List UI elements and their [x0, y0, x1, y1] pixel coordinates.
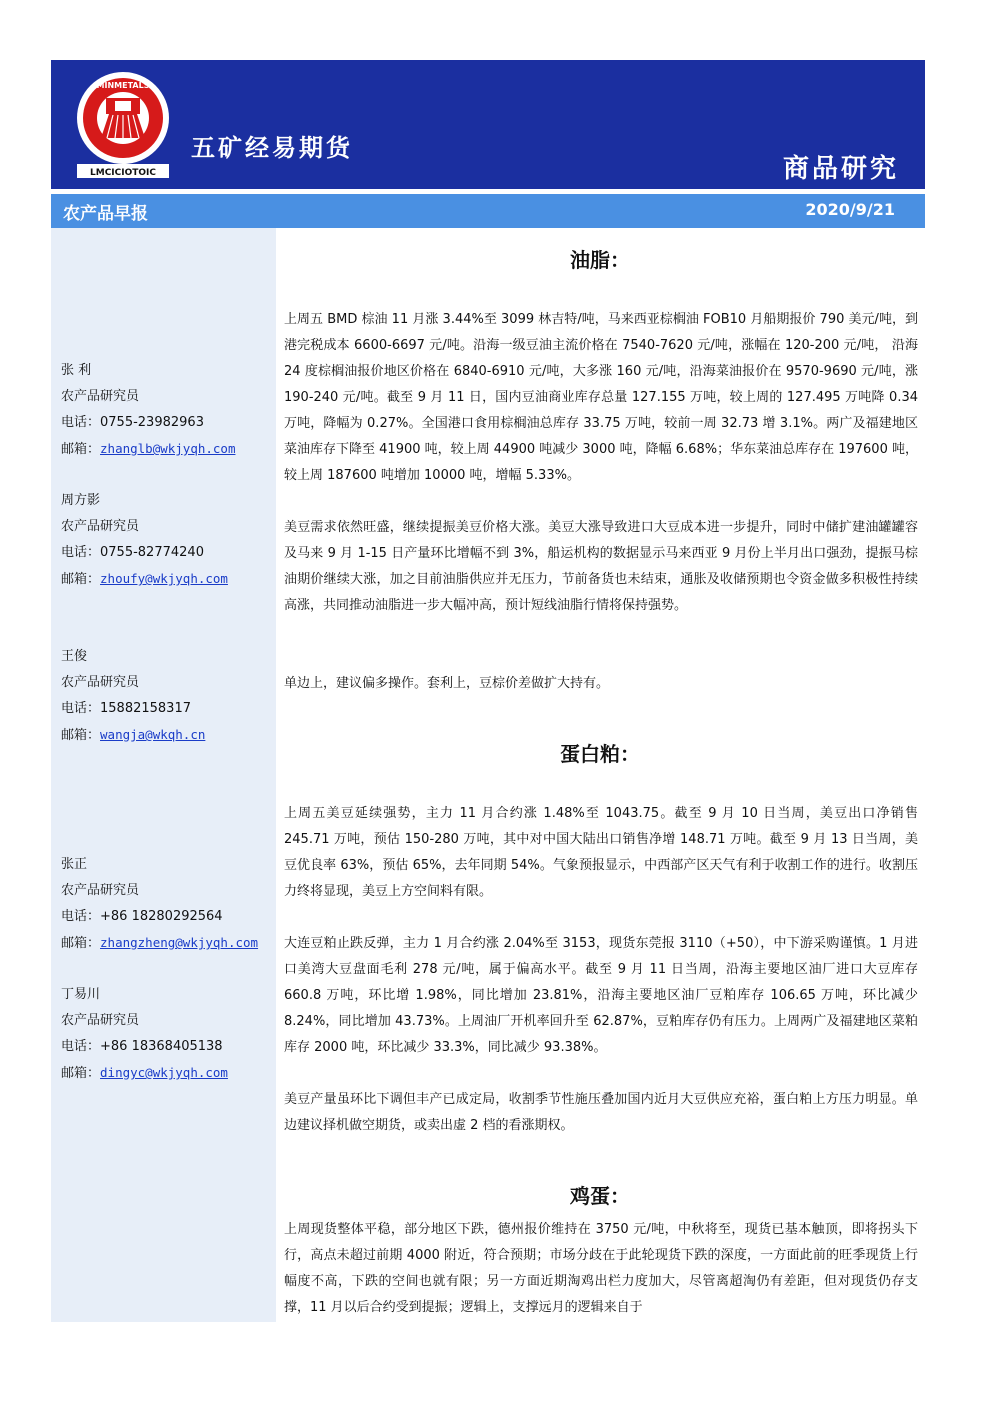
- analyst-sidebar: [51, 228, 276, 1322]
- report-type: 农产品早报: [63, 204, 148, 224]
- analyst-title: 农产品研究员: [61, 389, 140, 404]
- company-name: 五矿经易期货: [191, 134, 353, 162]
- email-link[interactable]: wangja@wkqh.cn: [100, 727, 206, 742]
- logo-ring-text: MINMETALS: [96, 81, 150, 90]
- analyst-title: 农产品研究员: [61, 883, 140, 898]
- minmetals-logo-icon: [73, 68, 173, 183]
- analyst-email: 邮箱：zhoufy@wkjyqh.com: [61, 571, 228, 587]
- report-header: [51, 60, 925, 189]
- analyst-card: [61, 852, 276, 956]
- section-paragraph: 上周现货整体平稳，部分地区下跌，德州报价维持在 3750 元/吨，中秋将至，现货已基本触顶，即将拐头下行，高点未超过前期 4000 附近，符合预期；市场分歧在于此轮现货下跌的深度，一方面此前的旺季现货上行幅度不高，下跌的空间也就有限；另一方面近期淘鸡出栏力度加大，尽管离超淘仍有差距，但对现货仍存支撑，11 月以后合约受到提振；逻辑上，支撑远月的逻辑来自于: [284, 1222, 918, 1315]
- analyst-email: 邮箱：wangja@wkqh.cn: [61, 727, 206, 743]
- section-paragraph: 大连豆粕止跌反弹，主力 1 月合约涨 2.04%至 3153，现货东莞报 3110（+50），中下游采购谨慎。1 月进口美湾大豆盘面毛利 278 元/吨，属于偏高水平。截至 9 月 11 日当周，沿海主要地区油厂进口大豆库存 660.8 万吨，环比增 1.98%，同比增加 23.81%，沿海主要地区油厂豆粕库存 106.65 万吨，环比减少 8.24%，同比增加 43.73%。上周油厂开机率回升至 62.87%，豆粕库存仍有压力。上周两广及福建地区菜粕库存 2000 吨，环比减少 33.3%，同比减少 93.38%。: [284, 936, 918, 1055]
- analyst-card: [61, 488, 276, 592]
- email-link[interactable]: zhoufy@wkjyqh.com: [100, 571, 228, 586]
- section-title-oils: 油脂：: [570, 248, 630, 272]
- analyst-card: [61, 358, 276, 462]
- email-link[interactable]: zhanglb@wkjyqh.com: [100, 441, 236, 456]
- section-paragraph: 单边上，建议偏多操作。套利上，豆棕价差做扩大持有。: [284, 676, 610, 691]
- analyst-phone: 电话：0755-82774240: [61, 545, 204, 560]
- section-title-eggs: 鸡蛋：: [570, 1184, 630, 1208]
- analyst-email: 邮箱：zhangzheng@wkjyqh.com: [61, 935, 259, 951]
- analyst-phone: 电话：+86 18368405138: [61, 1039, 223, 1054]
- analyst-email: 邮箱：dingyc@wkjyqh.com: [61, 1065, 228, 1081]
- analyst-phone: 电话：15882158317: [61, 701, 191, 716]
- logo-bottom-text: LMCICIOTOIC: [90, 168, 156, 178]
- section-paragraph: 上周五 BMD 棕油 11 月涨 3.44%至 3099 林吉特/吨，马来西亚棕榈油 FOB10 月船期报价 790 美元/吨，到港完税成本 6600-6697 元/吨。沿海一级豆油主流价格在 7540-7620 元/吨，涨幅在 120-200 元/吨， 沿海 24 度棕榈油报价地区价格在 6840-6910 元/吨，大多涨 160 元/吨，沿海菜油报价在 9570-9690 元/吨，涨 190-240 元/吨。截至 9 月 11 日，国内豆油商业库存总量 127.155 万吨，较上周的 127.495 万吨降 0.34 万吨，降幅为 0.27%。全国港口食用棕榈油总库存 33.75 万吨，较前一周 32.73 增 3.1%。两广及福建地区菜油库存下降至 41900 吨，较上周 44900 吨减少 3000 吨，降幅 6.68%；华东菜油总库存在 197600 吨，较上周 187600 吨增加 10000 吨，增幅 5.33%。: [284, 312, 918, 483]
- analyst-name: 周方影: [61, 493, 101, 508]
- report-subbar: [51, 194, 925, 228]
- analyst-phone: 电话：0755-23982963: [61, 415, 204, 430]
- email-link[interactable]: zhangzheng@wkjyqh.com: [100, 935, 259, 950]
- section-paragraph: 美豆产量虽环比下调但丰产已成定局，收割季节性施压叠加国内近月大豆供应充裕，蛋白粕上方压力明显。单边建议择机做空期货，或卖出虚 2 档的看涨期权。: [284, 1092, 918, 1133]
- analyst-name: 张正: [61, 857, 88, 872]
- analyst-name: 丁易川: [61, 987, 101, 1002]
- analyst-name: 张 利: [61, 363, 92, 378]
- analyst-title: 农产品研究员: [61, 1013, 140, 1028]
- analyst-title: 农产品研究员: [61, 675, 140, 690]
- section-title-protein-meal: 蛋白粕：: [560, 742, 640, 766]
- section-paragraph: 美豆需求依然旺盛，继续提振美豆价格大涨。美豆大涨导致进口大豆成本进一步提升，同时中储扩建油罐罐容及马来 9 月 1-15 日产量环比增幅不到 3%，船运机构的数据显示马来西亚 9 月份上半月出口强劲，提振马棕油期价继续大涨，加之目前油脂供应并无压力，节前备货也未结束，通胀及收储预期也令资金做多积极性持续高涨，共同推动油脂进一步大幅冲高，预计短线油脂行情将保持强势。: [284, 520, 918, 613]
- analyst-phone: 电话：+86 18280292564: [61, 909, 223, 924]
- analyst-email: 邮箱：zhanglb@wkjyqh.com: [61, 441, 236, 457]
- analyst-card: [61, 644, 276, 748]
- report-date: 2020/9/21: [805, 200, 895, 219]
- analyst-name: 王俊: [61, 649, 88, 664]
- department-title: 商品研究: [782, 154, 899, 184]
- email-link[interactable]: dingyc@wkjyqh.com: [100, 1065, 228, 1080]
- analyst-title: 农产品研究员: [61, 519, 140, 534]
- analyst-card: [61, 982, 276, 1086]
- section-paragraph: 上周五美豆延续强势，主力 11 月合约涨 1.48%至 1043.75。截至 9 月 10 日当周，美豆出口净销售 245.71 万吨，预估 150-280 万吨，其中对中国大陆出口销售净增 148.71 万吨。截至 9 月 13 日当周，美豆优良率 63%，预估 65%，去年同期 54%。气象预报显示，中西部产区天气有利于收割工作的进行。收割压力终将显现，美豆上方空间料有限。: [284, 806, 918, 899]
